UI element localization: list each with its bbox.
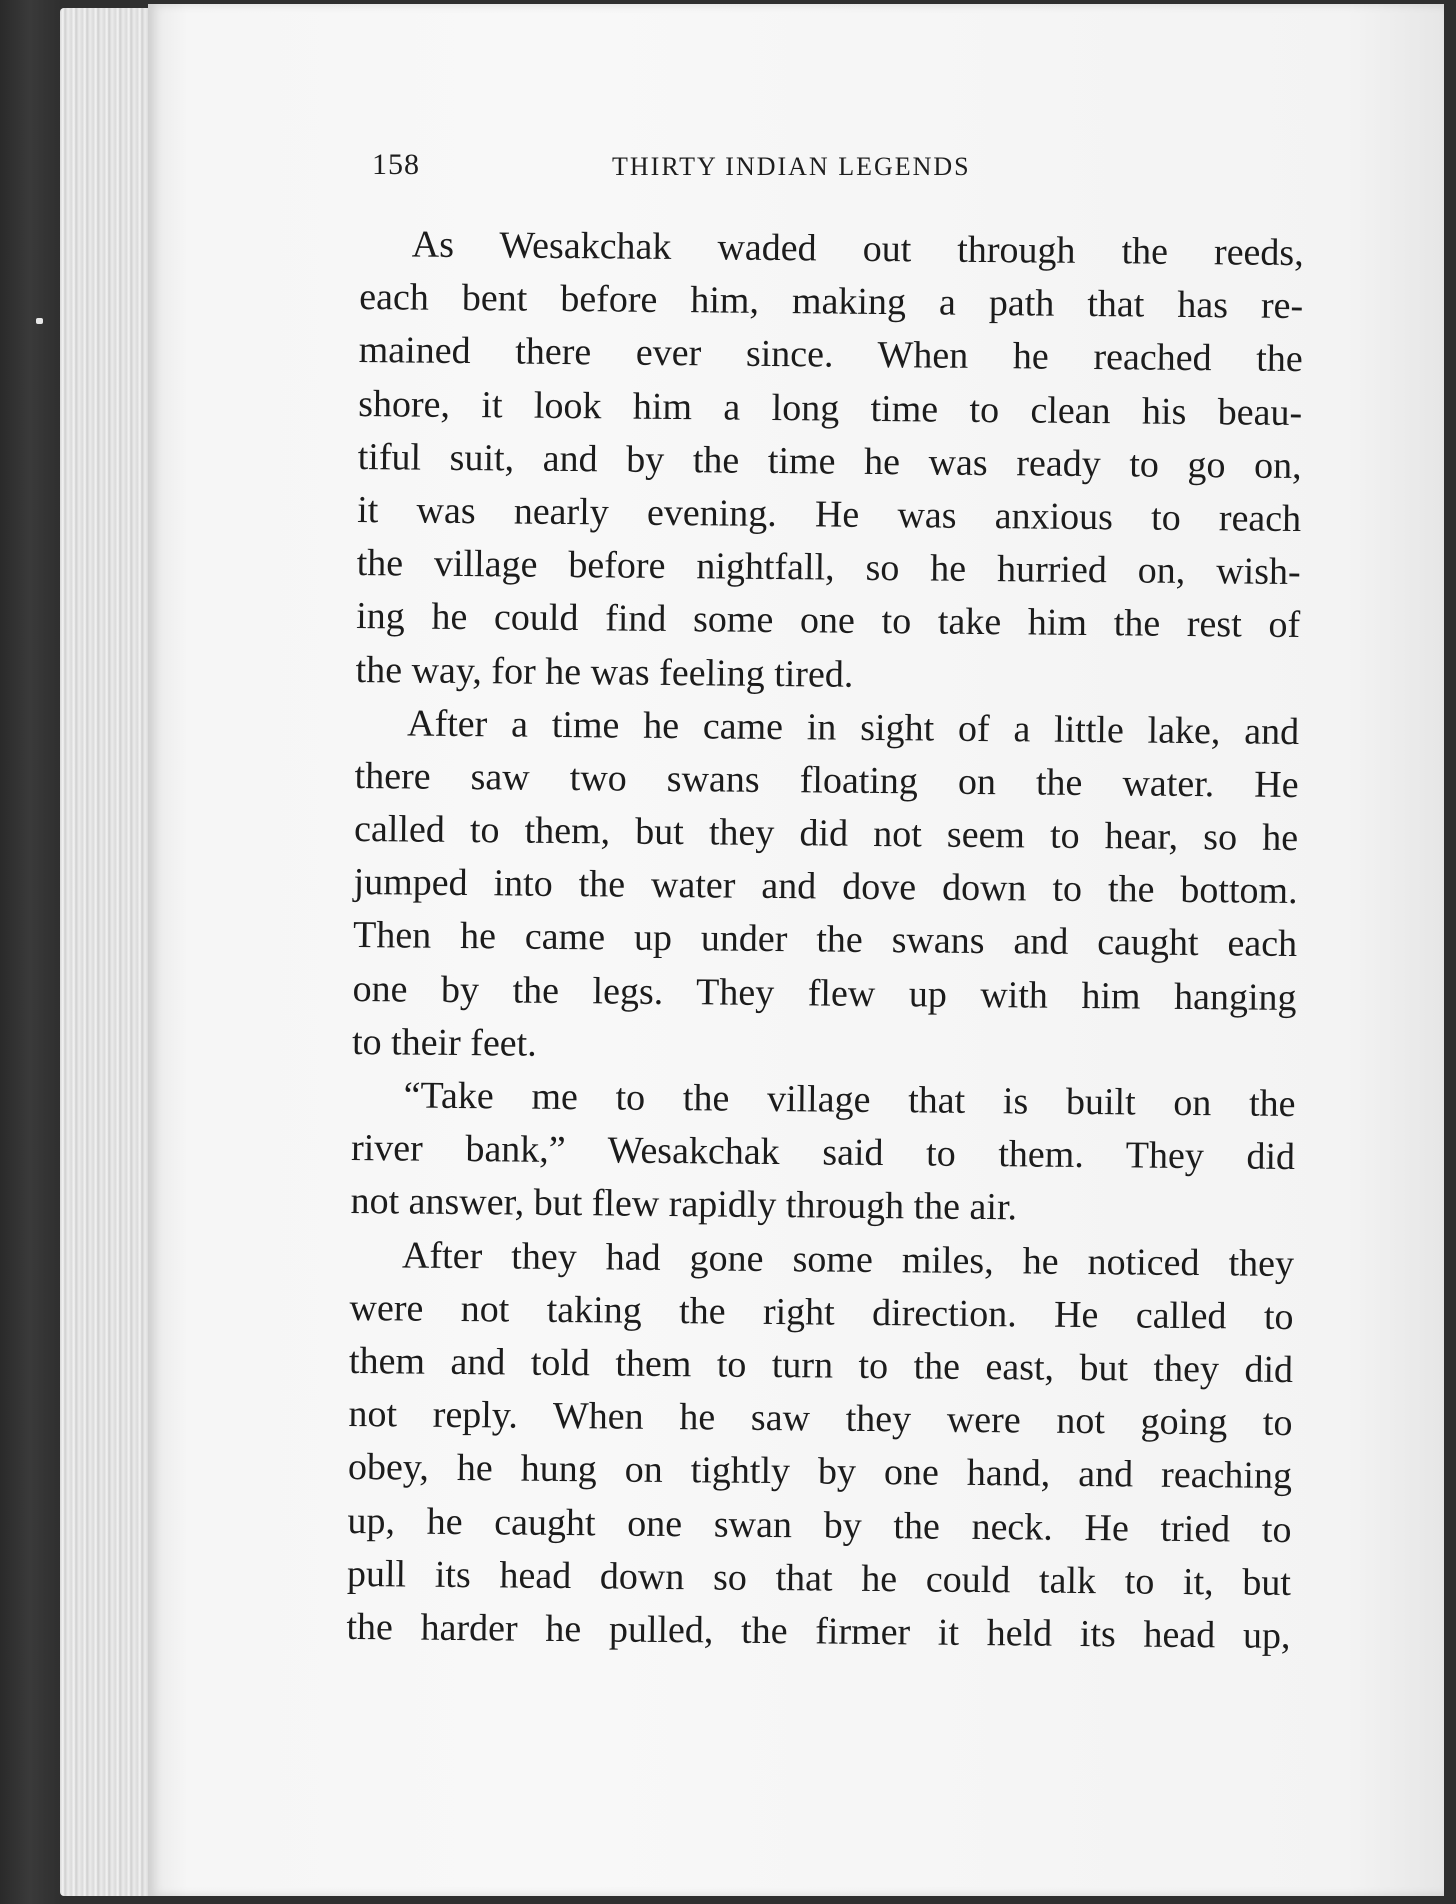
text-line: up, he caught one swan by the neck. He tried to <box>347 1499 1292 1551</box>
text-line: jumped into the water and dove down to the bottom. <box>353 861 1298 913</box>
text-line: river bank,” Wesakchak said to them. They did <box>350 1127 1296 1179</box>
text-line: there saw two swans floating on the water. He <box>354 754 1299 806</box>
text-line: After a time he came in sight of a little lake, and <box>406 702 1300 753</box>
text-line: not answer, but flew rapidly through the air. <box>350 1180 1018 1229</box>
text-line: called to them, but they did not seem to hear, so he <box>353 808 1299 860</box>
text-line: pull its head down so that he could talk to it, but <box>346 1552 1292 1604</box>
text-line: them and told them to turn to the east, but they did <box>348 1339 1294 1391</box>
body-text <box>346 218 1304 1663</box>
text-line: not reply. When he saw they were not going to <box>348 1393 1293 1445</box>
text-line: tiful suit, and by the time he was ready to go on, <box>357 435 1302 487</box>
text-line: After they had gone some miles, he noticed they <box>401 1234 1295 1285</box>
text-line: Then he came up under the swans and caught each <box>352 914 1298 966</box>
text-line: the way, for he was feeling tired. <box>355 648 854 696</box>
text-line: shore, it look him a long time to clean his beau- <box>358 382 1303 434</box>
text-line: to their feet. <box>351 1020 537 1065</box>
page-header <box>372 148 1072 188</box>
text-line: one by the legs. They flew up with him hanging <box>352 967 1297 1019</box>
text-line: each bent before him, making a path that has re- <box>359 276 1304 328</box>
text-line: As Wesakchak waded out through the reeds, <box>411 223 1304 275</box>
running-title: THIRTY INDIAN LEGENDS <box>612 152 971 181</box>
text-line: the harder he pulled, the firmer it held its head up, <box>346 1605 1291 1657</box>
text-line: mained there ever since. When he reached the <box>358 329 1303 381</box>
page-number: 158 <box>372 148 420 181</box>
text-line: ing he could find some one to take him the rest of <box>355 595 1301 647</box>
text-line: “Take me to the village that is built on the <box>403 1074 1296 1126</box>
text-line: the village before nightfall, so he hurried on, wish- <box>356 542 1301 594</box>
scan-speck <box>36 318 43 324</box>
text-line: it was nearly evening. He was anxious to reach <box>356 488 1302 540</box>
text-line: were not taking the right direction. He called to <box>349 1286 1294 1338</box>
text-line: obey, he hung on tightly by one hand, and reaching <box>347 1446 1293 1498</box>
